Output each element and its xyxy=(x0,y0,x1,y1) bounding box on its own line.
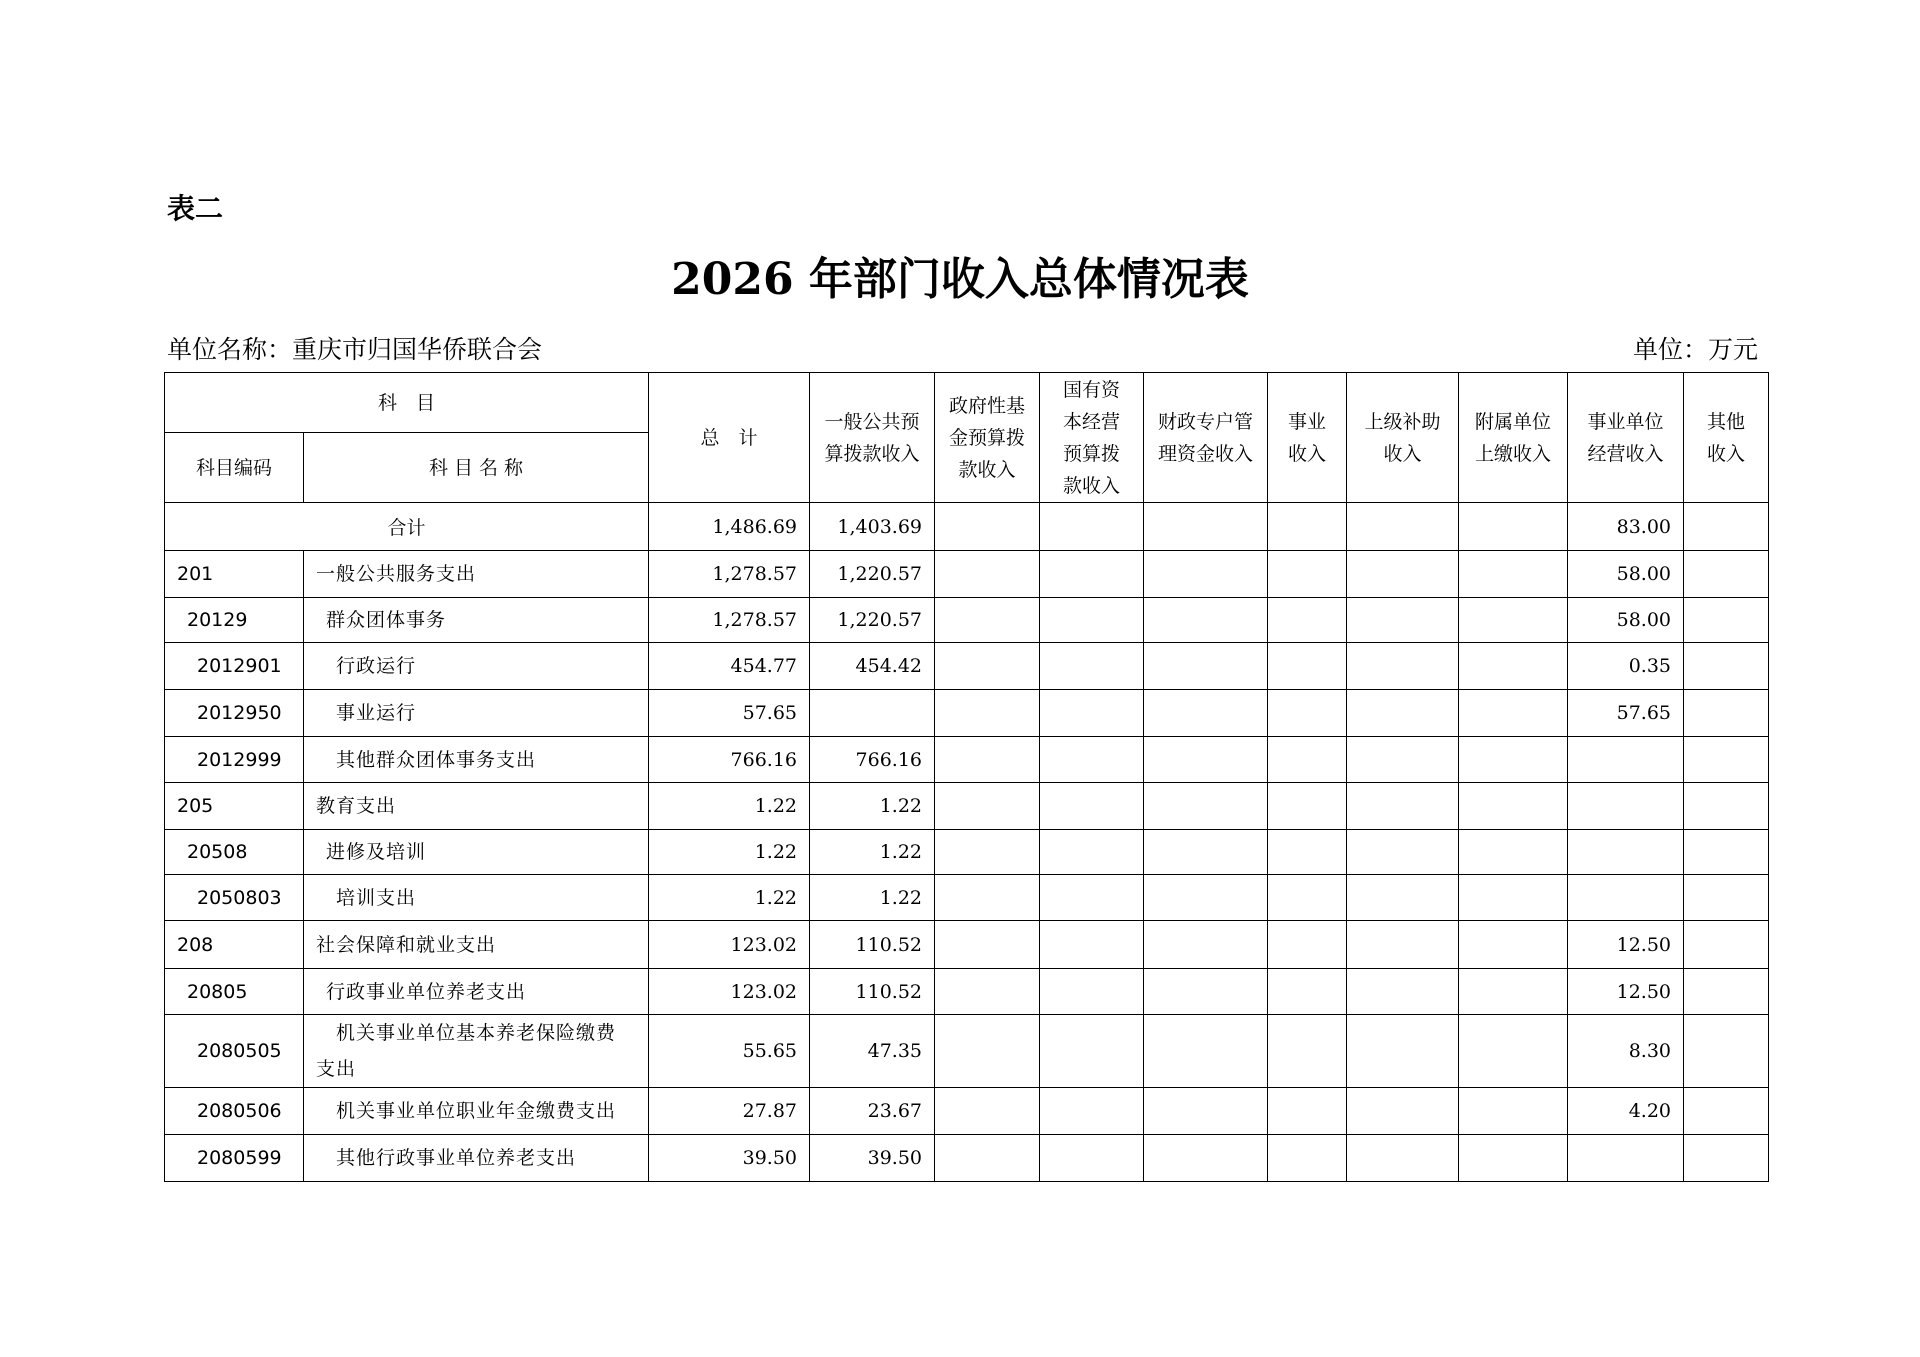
row-operating: 0.35 xyxy=(1568,643,1684,690)
row-operating: 57.65 xyxy=(1568,690,1684,737)
header-affiliated: 附属单位上缴收入 xyxy=(1459,373,1568,503)
total-label: 合计 xyxy=(165,503,649,551)
header-state-capital: 国有资本经营预算拨款收入 xyxy=(1040,373,1144,503)
header-gov-fund: 政府性基金预算拨款收入 xyxy=(935,373,1040,503)
row-total: 1,278.57 xyxy=(649,598,810,643)
row-name: 行政事业单位养老支出 xyxy=(304,969,649,1015)
table-row xyxy=(165,643,1769,690)
row-name: 进修及培训 xyxy=(304,830,649,875)
row-general-public: 1.22 xyxy=(810,875,935,921)
row-name: 教育支出 xyxy=(304,783,649,830)
row-general-public: 23.67 xyxy=(810,1088,935,1135)
total-total: 1,486.69 xyxy=(649,503,810,551)
table-row xyxy=(165,921,1769,969)
row-total: 39.50 xyxy=(649,1135,810,1182)
row-name: 社会保障和就业支出 xyxy=(304,921,649,969)
table-row xyxy=(165,737,1769,783)
row-general-public: 766.16 xyxy=(810,737,935,783)
row-operating: 12.50 xyxy=(1568,921,1684,969)
income-table xyxy=(164,372,1769,1182)
row-code: 2012999 xyxy=(165,737,304,783)
row-general-public: 110.52 xyxy=(810,921,935,969)
row-name: 其他群众团体事务支出 xyxy=(304,737,649,783)
row-general-public xyxy=(810,690,935,737)
row-name: 机关事业单位基本养老保险缴费支出 xyxy=(304,1015,649,1088)
row-name: 群众团体事务 xyxy=(304,598,649,643)
row-total: 123.02 xyxy=(649,969,810,1015)
header-operating: 事业单位经营收入 xyxy=(1568,373,1684,503)
header-subject: 科 目 xyxy=(165,373,649,433)
table-label: 表二 xyxy=(167,192,224,225)
table-row xyxy=(165,783,1769,830)
row-code: 20508 xyxy=(165,830,304,875)
row-total: 57.65 xyxy=(649,690,810,737)
header-general-public: 一般公共预算拨款收入 xyxy=(810,373,935,503)
row-operating: 4.20 xyxy=(1568,1088,1684,1135)
row-code: 2080505 xyxy=(165,1015,304,1088)
table-row xyxy=(165,969,1769,1015)
row-name: 行政运行 xyxy=(304,643,649,690)
row-general-public: 454.42 xyxy=(810,643,935,690)
row-code: 20129 xyxy=(165,598,304,643)
table-row xyxy=(165,598,1769,643)
row-total: 123.02 xyxy=(649,921,810,969)
header-other: 其他收入 xyxy=(1684,373,1769,503)
table-row xyxy=(165,875,1769,921)
row-operating xyxy=(1568,830,1684,875)
header-fiscal-special: 财政专户管理资金收入 xyxy=(1144,373,1268,503)
row-operating: 58.00 xyxy=(1568,551,1684,598)
row-total: 1.22 xyxy=(649,875,810,921)
row-name: 培训支出 xyxy=(304,875,649,921)
row-operating: 12.50 xyxy=(1568,969,1684,1015)
row-code: 208 xyxy=(165,921,304,969)
row-operating xyxy=(1568,783,1684,830)
row-total: 1.22 xyxy=(649,783,810,830)
row-general-public: 1.22 xyxy=(810,830,935,875)
row-general-public: 1.22 xyxy=(810,783,935,830)
total-row xyxy=(165,503,1769,551)
row-operating: 8.30 xyxy=(1568,1015,1684,1088)
row-general-public: 47.35 xyxy=(810,1015,935,1088)
header-name: 科 目 名 称 xyxy=(304,433,649,503)
row-code: 2050803 xyxy=(165,875,304,921)
table-row xyxy=(165,690,1769,737)
row-code: 205 xyxy=(165,783,304,830)
total-general-public: 1,403.69 xyxy=(810,503,935,551)
row-code: 2080506 xyxy=(165,1088,304,1135)
total-operating: 83.00 xyxy=(1568,503,1684,551)
row-total: 454.77 xyxy=(649,643,810,690)
row-name: 事业运行 xyxy=(304,690,649,737)
table-row xyxy=(165,1088,1769,1135)
row-total: 1.22 xyxy=(649,830,810,875)
row-general-public: 1,220.57 xyxy=(810,551,935,598)
row-name: 其他行政事业单位养老支出 xyxy=(304,1135,649,1182)
row-total: 27.87 xyxy=(649,1088,810,1135)
header-total: 总 计 xyxy=(649,373,810,503)
row-total: 766.16 xyxy=(649,737,810,783)
row-code: 2080599 xyxy=(165,1135,304,1182)
row-operating xyxy=(1568,1135,1684,1182)
document-title: 2026 年部门收入总体情况表 xyxy=(671,254,1249,305)
row-operating: 58.00 xyxy=(1568,598,1684,643)
header-superior-subsidy: 上级补助收入 xyxy=(1347,373,1459,503)
row-operating xyxy=(1568,737,1684,783)
header-business: 事业收入 xyxy=(1268,373,1347,503)
table-row xyxy=(165,830,1769,875)
row-total: 1,278.57 xyxy=(649,551,810,598)
row-general-public: 1,220.57 xyxy=(810,598,935,643)
row-code: 2012950 xyxy=(165,690,304,737)
unit-name: 单位名称：重庆市归国华侨联合会 xyxy=(167,335,543,364)
row-code: 2012901 xyxy=(165,643,304,690)
table-row xyxy=(165,1135,1769,1182)
row-name: 一般公共服务支出 xyxy=(304,551,649,598)
header-code: 科目编码 xyxy=(165,433,304,503)
row-code: 20805 xyxy=(165,969,304,1015)
row-general-public: 39.50 xyxy=(810,1135,935,1182)
row-operating xyxy=(1568,875,1684,921)
row-general-public: 110.52 xyxy=(810,969,935,1015)
row-total: 55.65 xyxy=(649,1015,810,1088)
table-row xyxy=(165,551,1769,598)
currency-unit: 单位：万元 xyxy=(1632,335,1758,364)
table-row xyxy=(165,1015,1769,1088)
row-code: 201 xyxy=(165,551,304,598)
row-name: 机关事业单位职业年金缴费支出 xyxy=(304,1088,649,1135)
